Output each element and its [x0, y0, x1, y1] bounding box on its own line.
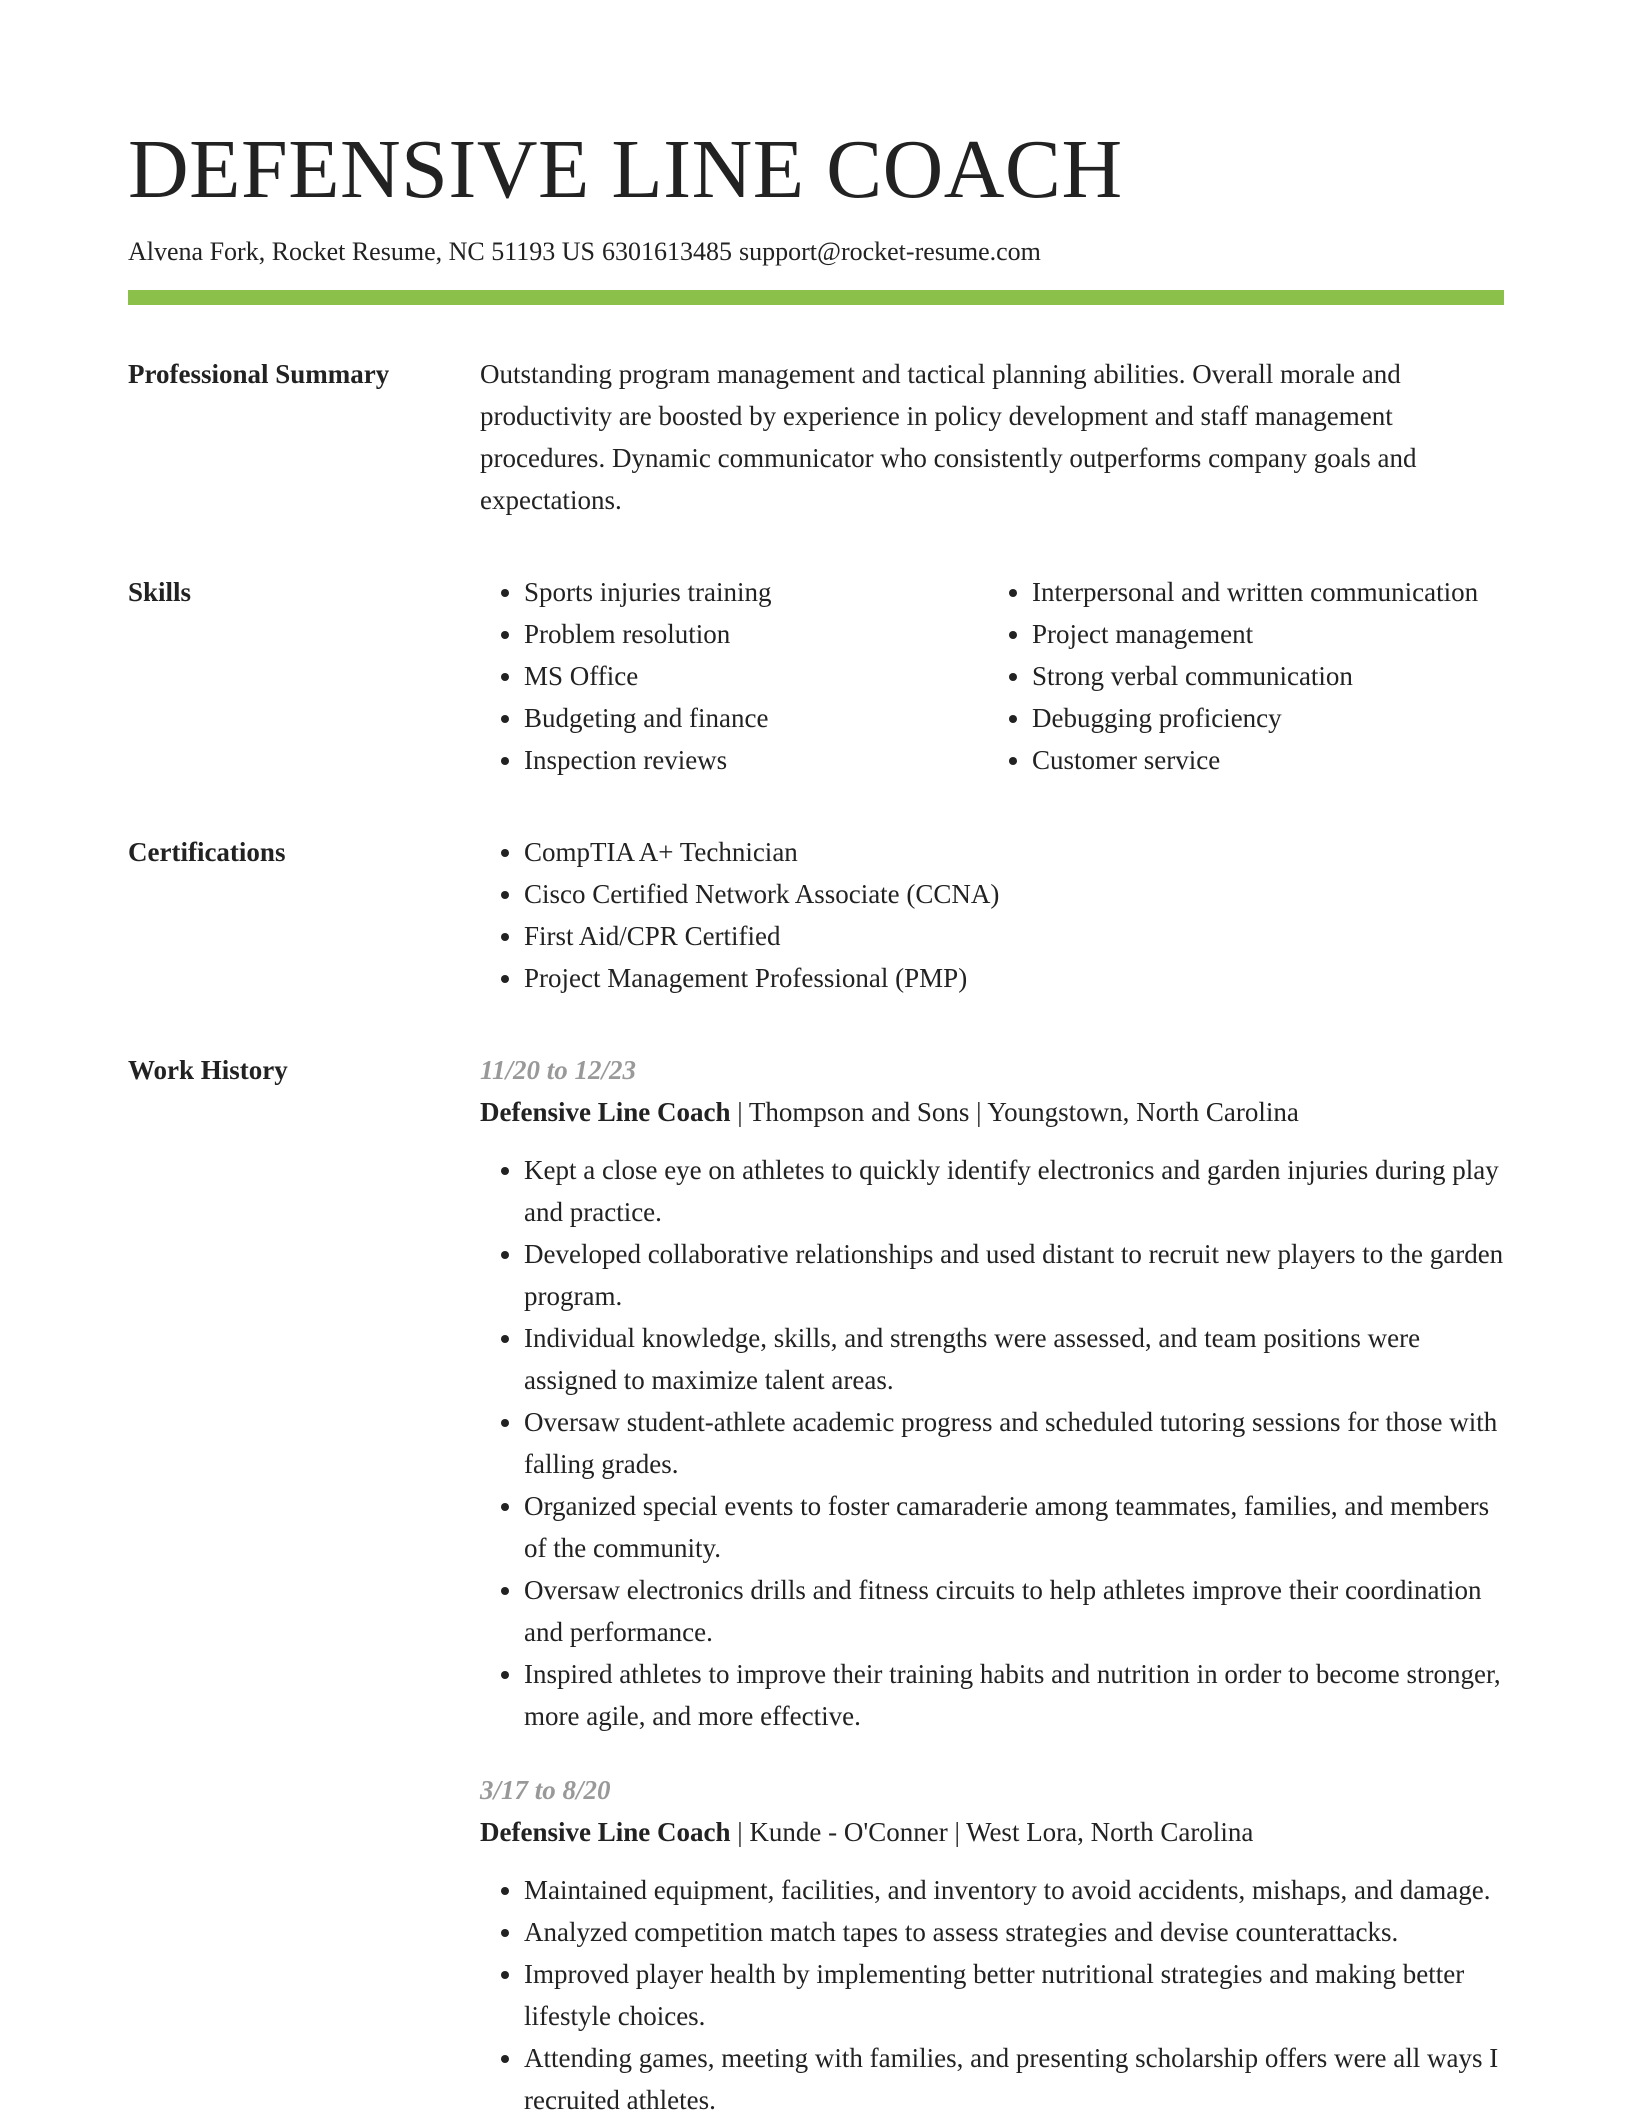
job-duty: • Oversaw student-athlete academic progress and scheduled tutoring sessions for those with falling grades.: [524, 1401, 1504, 1485]
skill-item: • Budgeting and finance: [524, 697, 996, 739]
skills-column-1: [480, 571, 996, 781]
summary-heading: Professional Summary: [128, 359, 390, 389]
skill-item: • Debugging proficiency: [1032, 697, 1504, 739]
skill-item: • Interpersonal and written communication: [1032, 571, 1504, 613]
resume-title: DEFENSIVE LINE COACH: [128, 123, 1123, 216]
work-history-heading: Work History: [128, 1055, 288, 1085]
certification-item: • First Aid/CPR Certified: [524, 915, 1504, 957]
job-heading: [480, 1091, 1504, 1133]
job-duty: • Maintained equipment, facilities, and inventory to avoid accidents, mishaps, and damage.: [524, 1869, 1504, 1911]
certification-item: • Project Management Professional (PMP): [524, 957, 1504, 999]
contact-address: Alvena Fork, Rocket Resume, NC 51193 US: [128, 237, 595, 266]
summary-text: Outstanding program management and tactical planning abilities. Overall morale and productivity are boosted by experience in policy development and staff management procedures. Dynamic communicator who consistently outperforms company goals and expectations.: [480, 359, 1417, 515]
summary-section: [128, 353, 1504, 521]
certifications-body: [480, 831, 1504, 999]
job-duty: • Developed collaborative relationships and used distant to recruit new players to the garden program.: [524, 1233, 1504, 1317]
accent-divider: [128, 290, 1504, 305]
summary-body: [480, 353, 1504, 521]
job-entry: [480, 1049, 1504, 1737]
job-duty: • Individual knowledge, skills, and strengths were assessed, and team positions were assigned to maximize talent areas.: [524, 1317, 1504, 1401]
certification-item: • CompTIA A+ Technician: [524, 831, 1504, 873]
skill-item: • Customer service: [1032, 739, 1504, 781]
job-dates: 3/17 to 8/20: [480, 1775, 611, 1805]
skill-item: • MS Office: [524, 655, 996, 697]
certifications-heading: Certifications: [128, 837, 286, 867]
skill-item: • Problem resolution: [524, 613, 996, 655]
skill-item: • Inspection reviews: [524, 739, 996, 781]
skills-heading: Skills: [128, 577, 192, 607]
job-title: Defensive Line Coach: [480, 1817, 731, 1847]
job-duty: • Oversaw electronics drills and fitness circuits to help athletes improve their coordination and performance.: [524, 1569, 1504, 1653]
job-duty: • Improved player health by implementing better nutritional strategies and making better lifestyle choices.: [524, 1953, 1504, 2037]
job-employer-location: | Thompson and Sons | Youngstown, North Carolina: [730, 1097, 1299, 1127]
job-duties-list: [480, 1149, 1504, 1737]
work-history-section: [128, 1049, 1504, 2121]
skill-item: • Project management: [1032, 613, 1504, 655]
skills-column-2: [996, 571, 1504, 781]
job-entry: [480, 1769, 1504, 2121]
skills-section: [128, 571, 1504, 781]
job-duty: • Analyzed competition match tapes to assess strategies and devise counterattacks.: [524, 1911, 1504, 1953]
contact-line: [128, 234, 1504, 270]
skill-item: • Sports injuries training: [524, 571, 996, 613]
job-duties-list: [480, 1869, 1504, 2121]
work-history-body: [480, 1049, 1504, 2121]
certifications-list: [480, 831, 1504, 999]
job-heading: [480, 1811, 1504, 1853]
skill-item: • Strong verbal communication: [1032, 655, 1504, 697]
contact-email: support@rocket-resume.com: [739, 237, 1041, 266]
contact-phone: 6301613485: [602, 237, 732, 266]
certifications-section: [128, 831, 1504, 999]
job-dates: 11/20 to 12/23: [480, 1055, 637, 1085]
resume-page: [128, 118, 1504, 2121]
job-duty: • Organized special events to foster camaraderie among teammates, families, and members of the community.: [524, 1485, 1504, 1569]
job-title: Defensive Line Coach: [480, 1097, 731, 1127]
job-duty: • Attending games, meeting with families, and presenting scholarship offers were all ways I recruited athletes.: [524, 2037, 1504, 2121]
job-duty: • Kept a close eye on athletes to quickly identify electronics and garden injuries during play and practice.: [524, 1149, 1504, 1233]
skills-body: [480, 571, 1504, 781]
certification-item: • Cisco Certified Network Associate (CCNA): [524, 873, 1504, 915]
job-employer-location: | Kunde - O'Conner | West Lora, North Carolina: [730, 1817, 1254, 1847]
job-duty: • Inspired athletes to improve their training habits and nutrition in order to become stronger, more agile, and more effective.: [524, 1653, 1504, 1737]
